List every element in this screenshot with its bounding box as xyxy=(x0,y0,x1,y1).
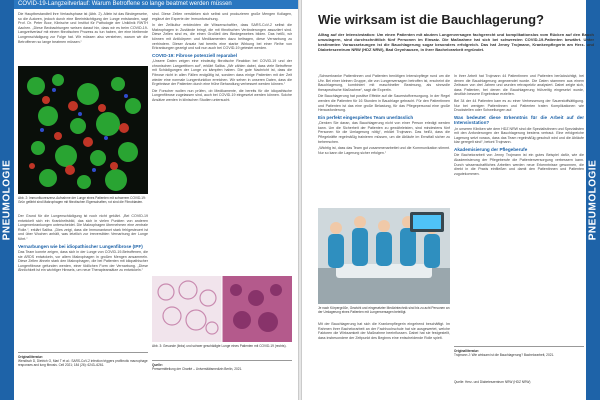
article-column-1c xyxy=(318,322,450,392)
reference-text: Wendisch D, Dietrich O, Mari T et al.: SARS-CoV-2 infection triggers profibrotic macrophage responses and lung fibrosis. Cell 2021; 184 (26): 6243–6261. xyxy=(18,359,148,367)
source-title: Quelle: xyxy=(152,363,163,367)
paragraph: „In unseren Kliniken wie dem HDZ NRW sind die Spezialistinnen und Spezialisten mit den Anforderungen der Bauchlagerung bestens vertraut. Eine erfolgreiche Lagerung setzt voraus, dass das Team regelmäßig geschult wird und die Abläufe klar geregelt sind“, betont Trojmann. xyxy=(454,126,584,145)
paragraph: Der Grund für die Lungenschädigung ist noch nicht geklärt. „Bei COVID-19 entwickelt sich ein Krankheitsbild, das sich in vielen Punkten von anderen Lungenerkrankungen unterscheidet. Die Makrophagen übernehmen eine zentrale Rolle.“, erklärt Saliba. „Dies zeigt, dass die Immunantwort stark fehlgesteuert ist und über Wochen anhält, was letztlich zur irreversiblen Vernarbung der Lunge führt.“ xyxy=(18,214,148,241)
section-subheading: Was bedeutet diese Erkenntnis für die Arbeit auf der Intensivstation? xyxy=(454,114,584,126)
paragraph: „Unsere Daten zeigen eine eindeutig fibrotische Reaktion bei COVID-19 und der chronischen Langzeitform auf“, erklärt Saliba. „Wir zählen dabei, dass viele Betroffene mit Schädigungen der Lunge zu kämpfen haben. Die gute Nachricht ist, dass die Fibrose nicht in allen Fällen endgültig ist, sondern dass einige Patienten mit der Zeit wieder eine normale Lungenfunktion erreichen. Wir sehen in unseren Daten, dass die Ergebnisse der Patienten durch eine frühe Behandlung verbessert werden können.“ xyxy=(152,59,292,87)
article-column-1 xyxy=(318,74,450,206)
reference-title: Originalliteratur: xyxy=(18,355,43,359)
icu-photo xyxy=(318,208,450,304)
section-tab-right xyxy=(586,0,600,400)
section-subheading: Akademisierung der Pflegeberufe xyxy=(454,146,528,152)
paragraph: Die Bauchlagerung hat positive Effekte auf die Sauerstoffversorgung. In der Regel werden die Patienten für 16 Stunden in Bauchlage gebracht. Für den Patientinnen und Patienten ist das eine große Belastung, für das Pflegepersonal eine große Herausforderung. xyxy=(318,94,450,113)
paragraph: Die Bachelorarbeit von Jenny Trojmann ist ein gutes Beispiel dafür, wie die Akademisierung der Pflegeberufe die Patientenversorgung verbessern kann. Durch wissenschaftliches Arbeiten werden neue Erkenntnisse gewonnen, die direkt in die Praxis einfließen und damit den Patientinnen und Patienten zugutekommen. xyxy=(454,153,584,176)
prone-positioning-picture xyxy=(318,208,450,304)
microscopy-picture xyxy=(18,66,148,194)
paragraph: Bei 34 der 44 Patienten kam es zu einer Verbesserung der Sauerstoffsättigung. Nur bei wenigen Patientinnen und Patienten traten Komplikationen wie Druckstellen oder Schwellungen auf. xyxy=(454,98,584,113)
reference-text: Trojmann J: Wie wirksam ist die Bauchlagerung? Bachelorarbeit, 2021. xyxy=(454,353,555,357)
paragraph: Mit der Bauchlagerung hat sich die Krankenpflegerin eingehend beschäftigt. Im Rahmen ihrer Bachelorarbeit an der Fachhochschule hat sie ausgewertet, welche Faktoren die Wirksamkeit der Maßnahme beeinflussen. Dabei hat sie festgestellt, dass insbesondere der Zeitpunkt des Beginns eine entscheidende Rolle spielt. xyxy=(318,322,450,340)
section-tab-left xyxy=(0,0,14,400)
fluorescence-image xyxy=(18,66,148,194)
page-header-bar: COVID-19-Langzeitverlauf: Warum Betroffene so lange beatmet werden müssen xyxy=(14,0,298,9)
figure-caption: Je nach Körpergröße, Gewicht und eingesetzter Medizintechnik sind bis zu acht Personen an der Umlagerung eines Patienten mit Lungenversagen beteiligt. xyxy=(318,306,450,314)
section-subheading: COVID-19: Fibrose potenziell reparabel xyxy=(152,52,238,58)
article-column-2 xyxy=(152,12,292,274)
left-page xyxy=(0,0,298,400)
paragraph: „Wichtig ist, dass das Team gut zusammenarbeitet und die Kommunikation stimmt. Nur so kann die Lagerung sicher erfolgen.“ xyxy=(318,146,450,155)
paragraph: „Schwerkranke Patientinnen und Patienten benötigen Intensivpflege rund um die Uhr. Bei einer kleinen Gruppe, die von Lungenversagen betroffen ist, erscheint die Bauchlagerung, kombiniert mit maschineller Beatmung, als sinnvolle therapeutische Maßnahme“, sagt die Expertin. xyxy=(318,74,450,92)
lung-tissue-picture xyxy=(152,276,292,342)
source-line: Quelle: Herz- und Diabeteszentrum NRW (HDZ NRW) xyxy=(454,380,531,384)
reference-box xyxy=(454,346,584,379)
article-column-2 xyxy=(454,74,584,342)
paragraph: In ihrer Arbeit hat Trojmann 44 Patientinnen und Patienten berücksichtigt, bei denen die Bauchlagerung angewendet wurde. Die Daten stammen aus einem Zeitraum von drei Jahren und wurden retrospektiv analysiert. Dabei zeigte sich, dass Patienten, bei denen die Bauchlagerung frühzeitig eingesetzt wurde, deutlich bessere Ergebnisse erzielten. xyxy=(454,74,584,97)
paragraph: Das Team konnte zeigen, dass sich in der Lunge von COVID-19-Betroffenen, die sie ARDS entwickeln, vor allem Makrophagen in großen Mengen ansammeln. Diese Zellen ähneln stark den Makrophagen, die bei Patienten mit idiopathischer Lungenfibrose gefunden werden, einer tödlichen Form der Vernarbung. „Diese Ähnlichkeit ist ein wichtiger Hinweis, um neue Therapieansätze zu entwickeln.“ xyxy=(18,249,148,273)
reference-title: Originalliteratur: xyxy=(454,349,479,353)
figure-caption: Abb. 3: Gesunde (links) und schwer geschädigte Lunge eines Patienten mit COVID-19 (rechts). xyxy=(152,344,287,348)
reference-box xyxy=(18,352,148,395)
paragraph: „Denken Sie daran, das Bauchlagerung nicht von einer Person erledigt werden kann. Um die Sicherheit der Patienten zu gewährleisten, sind mindestens fünf Personen für die Umlagerung nötig“, erklärt Trojmann. Das heißt, dass die Pflegekräfte regelmäßig trainieren müssen, um die Abläufe im Ernstfall sicher zu beherrschen. xyxy=(318,121,450,144)
source-box xyxy=(152,360,292,395)
section-subheading: Vernarbungen wie bei idiopathischer Lungenfibrose (IPF) xyxy=(18,243,143,249)
section-subheading: Ein perfekt eingespieltes Team unerlässlich xyxy=(318,114,414,120)
paragraph: Die Hauptbestandteil ihre Verlaufsphase ist (Abb. 2). Allein ist das Bindegewebe, so die Autoren, jedoch durch eine Beeinträchtigung der Lunge entstanden, sagt Prof. Dr. Peter Boor, Klinische und Institut für Pathologie der Uniklinik RWTH Aachen. „Diese Beobachtungen weisen darauf hin, dass wir es beim COVID-19-Langzeitverlauf mit einem fibrotischen Prozess zu tun haben, der eine bleibende Lungenschädigung zur Folge hat. Wir müssen also verstehen, warum wir die Betroffenen so lange beatmen müssen.“ xyxy=(18,12,148,44)
paragraph: sind. Diese Zellen verstärken sich selbst und produzieren große Mengen Kollagen, ergänzt der Experte der Immunforschung. xyxy=(152,12,292,21)
section-tab-label: PNEUMOLOGIE xyxy=(587,159,599,241)
article-column-1b xyxy=(18,214,148,296)
paragraph: Die Forscher wollen nun prüfen, ob Medikamente, die bereits für die idiopathische Lungenfibrose zugelassen sind, auch bei COVID-19 eingesetzt werden können. Solche Ansätze werden in klinischen Studien untersucht. xyxy=(152,88,292,102)
source-text: Pressemitteilung der Charité – Universitätsmedizin Berlin, 2021. xyxy=(152,367,243,371)
right-page xyxy=(302,0,600,400)
article-lead: Alltag auf der Intensivstation: Um einen Patienten mit akutem Lungenversagen fachgerecht und komplikationslos vom Rücken auf den Bauch umzulagern, sind durchschnittlich fünf Personen im Einsatz. Die Maßnahme hat sich bei schwersten COVID-19-Patienten bewährt. Unter bestimmten Voraussetzungen ist die Bauchlagerung sogar besonders erfolgreich. Das hat Jenny Trojmann, Krankenpflegerin am Herz- und Diabeteszentrum NRW (HDZ NRW), Bad Oeynhausen, in ihrer Bachelorarbeit ergründet. xyxy=(318,32,594,52)
lung-comparison-image xyxy=(152,276,292,342)
section-tab-label: PNEUMOLOGIE xyxy=(1,159,13,241)
paragraph: In der Zellkultur entdeckten die Wissenschaftler, dass SARS-CoV-2 selbst die Makrophagen in Zustände bringt, die mit fibrotischen Veränderungen assoziiert sind. Diese Zellen sind es, die einen Großteil des Bindegewebes bilden. Das heißt, wir können mit Antikörpern und Medikamenten dazu beitragen, diese Vernarbung zu verhindern. Dieser Ansatz hat bereits eine starke Wirkung bei einer Reihe von Erkrankungen gezeigt und soll nun auch bei COVID-19 getestet werden. xyxy=(152,23,292,51)
figure-caption: Abb. 2: Immunfluoreszenz-Aufnahme der Lunge eines Patienten mit schwerem COVID-19: Grün gefärbt sind Makrophagen mit fibrotischen Eigenschaften, rot sind die Fibroblasten. xyxy=(18,196,146,204)
article-column-1 xyxy=(18,12,148,64)
article-headline: Wie wirksam ist die Bauchlagerung? xyxy=(318,12,544,27)
